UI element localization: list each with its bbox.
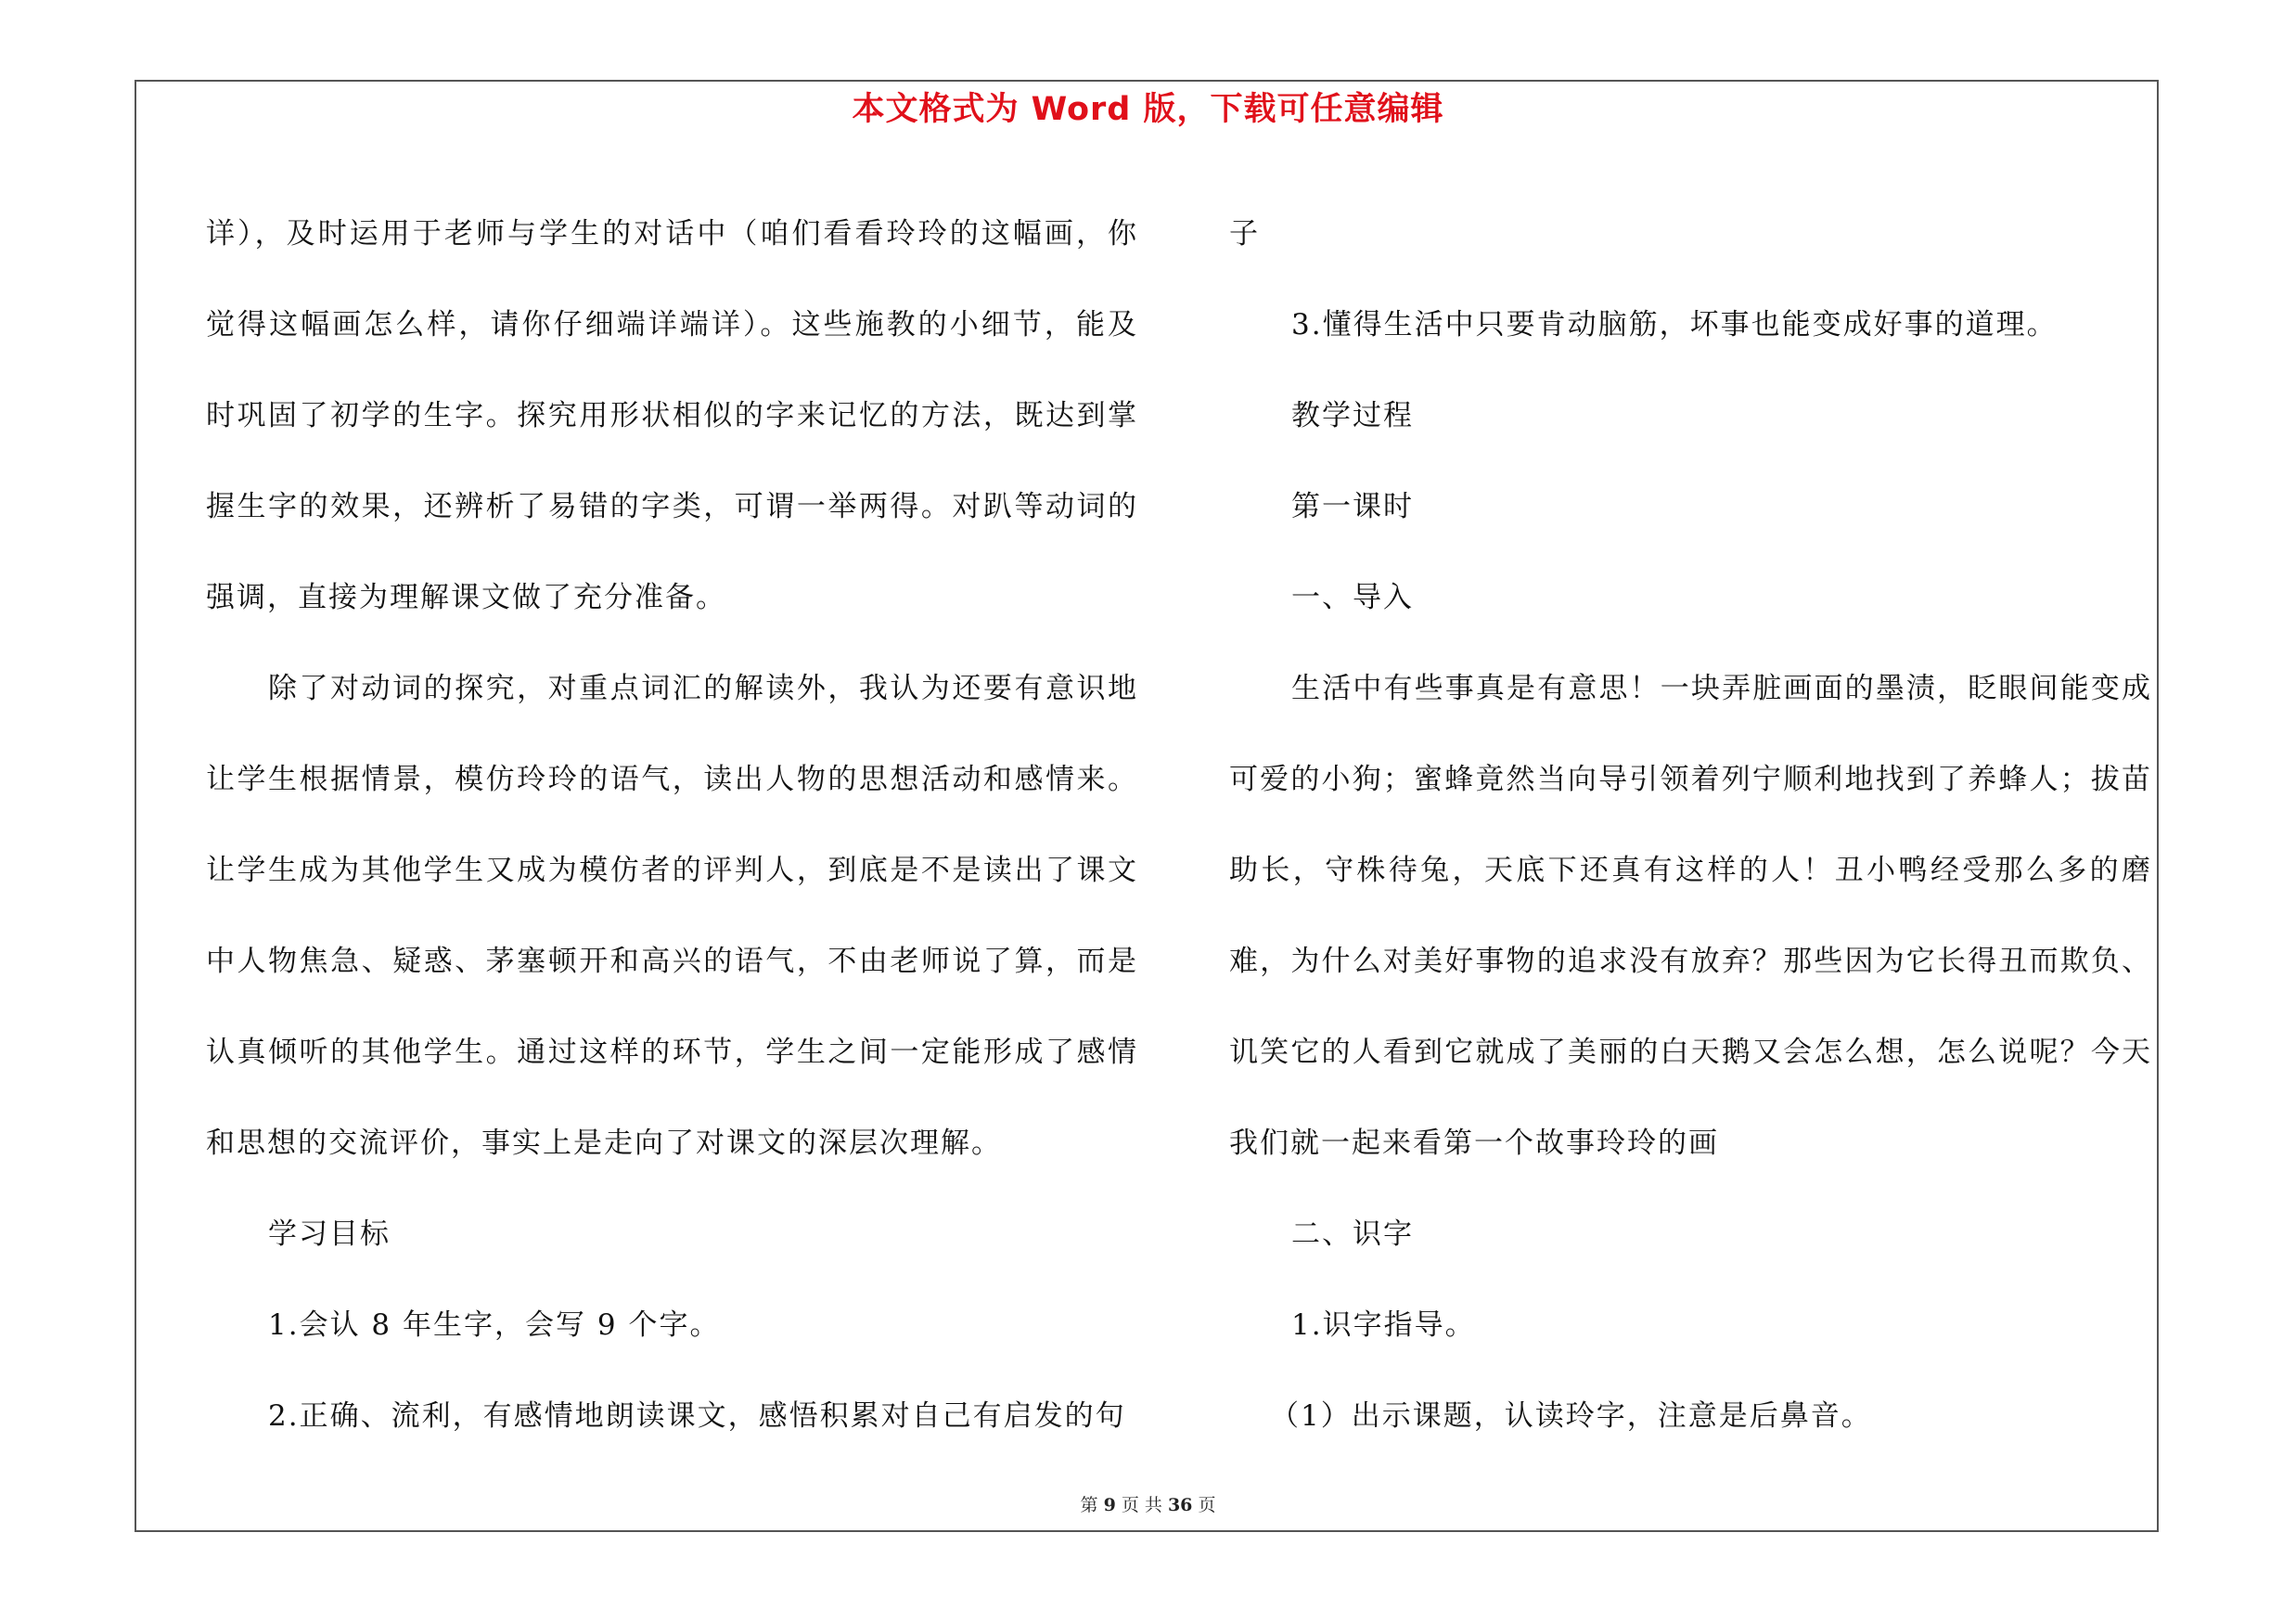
paragraph-body: 除了对动词的探究，对重点词汇的解读外，我认为还要有意识地让学生根据情景，模仿玲玲的语气，读出人物的思想活动和感情来。让学生成为其他学生又成为模仿者的评判人，到底是不是读出了课文中人物焦急、疑惑、茅塞顿开和高兴的语气，不由老师说了算，而是认真倾听的其他学生。通过这样的环节，学生之间一定能形成了感情和思想的交流评价，事实上是走向了对课文的深层次理解。 (206, 672, 1138, 1160)
list-item: 1.识字指导。 (1291, 1308, 1476, 1342)
paragraph-continuation: 子 (1229, 217, 1260, 251)
right-column (1229, 188, 2152, 1462)
section-heading-literacy: 二、识字 (1291, 1217, 1414, 1251)
paragraph-body: 生活中有些事真是有意思！一块弄脏画面的墨渍，眨眼间能变成可爱的小狗；蜜蜂竟然当向导引领着列宁顺利地找到了养蜂人；拔苗助长，守株待兔，天底下还真有这样的人！丑小鸭经受那么多的磨难，为什么对美好事物的追求没有放弃？那些因为它长得丑而欺负、讥笑它的人看到它就成了美丽的白天鹅又会怎么想，怎么说呢？今天我们就一起来看第一个故事玲玲的画 (1229, 672, 2152, 1160)
page-footer (0, 1494, 2296, 1516)
objective-item: 1.会认 8 年生字，会写 9 个字。 (268, 1308, 721, 1342)
format-banner: 本文格式为 Word 版，下载可任意编辑 (852, 91, 1444, 128)
objective-item: 3.懂得生活中只要肯动脑筋，坏事也能变成好事的道理。 (1291, 308, 2058, 341)
paragraph-continuation: 详），及时运用于老师与学生的对话中（咱们看看玲玲的这幅画，你觉得这幅画怎么样，请你仔细端详端详）。这些施教的小细节，能及时巩固了初学的生字。探究用形状相似的字来记忆的方法，既达到掌握生字的效果，还辨析了易错的字类，可谓一举两得。对趴等动词的强调，直接为理解课文做了充分准备。 (206, 217, 1138, 614)
list-item: （1）出示课题，认读玲字，注意是后鼻音。 (1270, 1399, 1872, 1433)
page-total: 36 (1167, 1495, 1193, 1515)
section-heading-process: 教学过程 (1291, 399, 1414, 432)
footer-suffix: 页 (1198, 1495, 1216, 1515)
objective-item: 2.正确、流利，有感情地朗读课文，感悟积累对自己有启发的句 (268, 1399, 1126, 1433)
page-number: 9 (1103, 1495, 1116, 1515)
section-heading-objectives: 学习目标 (268, 1217, 391, 1251)
left-column (206, 188, 1138, 1462)
section-heading-intro: 一、导入 (1291, 581, 1414, 614)
section-heading-lesson: 第一课时 (1291, 490, 1414, 523)
footer-middle: 页 共 (1121, 1495, 1162, 1515)
footer-prefix: 第 (1080, 1495, 1098, 1515)
